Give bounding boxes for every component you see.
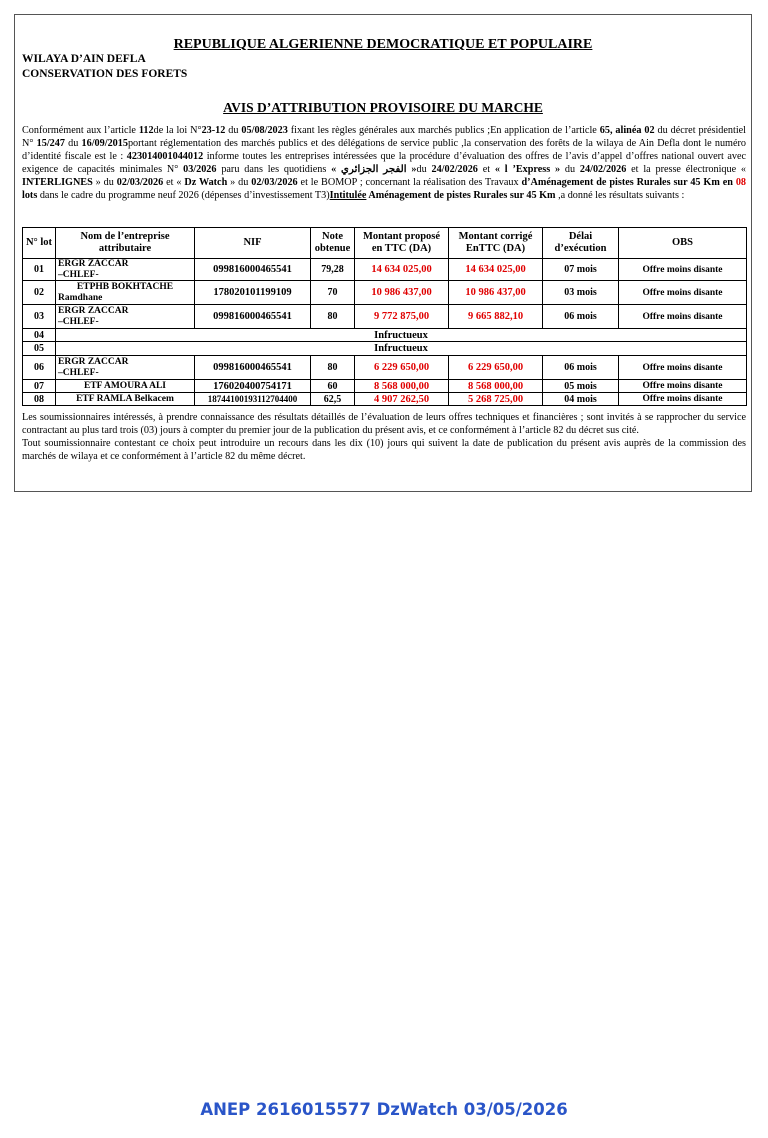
cell-infructueux: Infructueux (56, 342, 747, 356)
cell-name: ERGR ZACCAR –CHLEF- (56, 305, 195, 329)
cell-lot: 08 (23, 393, 56, 406)
conservation-header: CONSERVATION DES FORETS (22, 68, 188, 80)
notice-title: AVIS D’ATTRIBUTION PROVISOIRE DU MARCHE (223, 100, 543, 115)
cell-nif: 176020400754171 (195, 380, 311, 393)
cell-note: 70 (311, 281, 355, 305)
cell-delai: 07 mois (543, 259, 619, 281)
cell-montant-corrige: 6 229 650,00 (449, 356, 543, 380)
cell-lot: 04 (23, 329, 56, 342)
publication-reference: ANEP 2616015577 DzWatch 03/05/2026 (200, 1100, 568, 1119)
country-header: REPUBLIQUE ALGERIENNE DEMOCRATIQUE ET POPULAIRE (173, 37, 593, 52)
cell-lot: 03 (23, 305, 56, 329)
header-nif: NIF (195, 228, 311, 259)
cell-infructueux: Infructueux (56, 329, 747, 342)
intro-paragraph: Conformément aux l’article 112de la loi N°23-12 du 05/08/2023 fixant les règles générales aux marchés publics ;En application de l’article 65, alinéa 02 du décret présidentiel N° 15/247 du 16/09/2015portant réglementation des marchés publics et des délégations de service public ,la conservation des forêts de la wilaya de Ain Defla dont le numéro d’identité fiscale est le : 423014001044012 informe toutes les entreprises intéressées que la procédure d’évaluation des offres de l’avis d’appel d’offres national ouvert avec exigence de capacités minimales N° 03/2026 paru dans les quotidiens « الفجر الجزائري »du 24/02/2026 et « l ’Express » du 24/02/2026 et la presse électronique « INTERLIGNES » du 02/03/2026 et « Dz Watch » du 02/03/2026 et le BOMOP ; concernant la réalisation des Travaux d’Aménagement de pistes Rurales sur 45 Km en 08 lots dans le cadre du programme neuf 2026 (dépenses d’investissement T3)Intitulée Aménagement de pistes Rurales sur 45 Km ,a donné les résultats suivants : (22, 125, 747, 201)
cell-montant-propose: 6 229 650,00 (355, 356, 449, 380)
cell-montant-corrige: 14 634 025,00 (449, 259, 543, 281)
cell-obs: Offre moins disante (619, 281, 747, 305)
table-row (23, 342, 747, 356)
cell-lot: 07 (23, 380, 56, 393)
cell-note: 80 (311, 305, 355, 329)
table-row (23, 259, 747, 281)
cell-montant-propose: 8 568 000,00 (355, 380, 449, 393)
cell-name: ETF RAMLA Belkacem (56, 393, 195, 406)
cell-nif: 099816000465541 (195, 305, 311, 329)
cell-obs: Offre moins disante (619, 305, 747, 329)
closing-paragraphs (22, 412, 746, 464)
cell-obs: Offre moins disante (619, 380, 747, 393)
cell-name: ETF AMOURA ALI (56, 380, 195, 393)
table-header-row (23, 228, 747, 259)
notice-frame (14, 14, 752, 492)
cell-name: ETPHB BOKHTACHE Ramdhane (56, 281, 195, 305)
cell-delai: 05 mois (543, 380, 619, 393)
cell-delai: 06 mois (543, 356, 619, 380)
cell-delai: 03 mois (543, 281, 619, 305)
cell-note: 79,28 (311, 259, 355, 281)
closing-paragraph-1: Les soumissionnaires intéressés, à prendre connaissance des résultats détaillés de l’évaluation de leurs offres techniques et financières ; sont invités à se rapprocher du service contractant au plus tard trois (03) jours à compter du premier jour de la publication du présent avis, et ce conformément à l’article 82 du décret sus cité. (22, 412, 746, 436)
header-obs: OBS (619, 228, 747, 259)
cell-note: 80 (311, 356, 355, 380)
cell-nif: 178020101199109 (195, 281, 311, 305)
cell-nif: 099816000465541 (195, 259, 311, 281)
cell-montant-propose: 10 986 437,00 (355, 281, 449, 305)
cell-lot: 05 (23, 342, 56, 356)
table-row (23, 329, 747, 342)
table-row (23, 380, 747, 393)
cell-nif: 18744100193112704400 (195, 393, 311, 406)
cell-obs: Offre moins disante (619, 393, 747, 406)
cell-montant-corrige: 5 268 725,00 (449, 393, 543, 406)
table-row (23, 393, 747, 406)
cell-obs: Offre moins disante (619, 356, 747, 380)
cell-delai: 06 mois (543, 305, 619, 329)
cell-name: ERGR ZACCAR –CHLEF- (56, 356, 195, 380)
cell-montant-corrige: 10 986 437,00 (449, 281, 543, 305)
cell-lot: 02 (23, 281, 56, 305)
header-montant-propose: Montant proposé en TTC (DA) (355, 228, 449, 259)
cell-note: 62,5 (311, 393, 355, 406)
cell-montant-corrige: 9 665 882,10 (449, 305, 543, 329)
cell-note: 60 (311, 380, 355, 393)
cell-montant-propose: 14 634 025,00 (355, 259, 449, 281)
header-note: Note obtenue (311, 228, 355, 259)
results-table (22, 227, 747, 406)
cell-montant-corrige: 8 568 000,00 (449, 380, 543, 393)
header-lot: N° lot (23, 228, 56, 259)
cell-delai: 04 mois (543, 393, 619, 406)
header-delai: Délai d’exécution (543, 228, 619, 259)
table-row (23, 356, 747, 380)
table-row (23, 305, 747, 329)
cell-montant-propose: 9 772 875,00 (355, 305, 449, 329)
cell-obs: Offre moins disante (619, 259, 747, 281)
header-name: Nom de l’entreprise attributaire (56, 228, 195, 259)
table-row (23, 281, 747, 305)
cell-lot: 01 (23, 259, 56, 281)
closing-paragraph-2: Tout soumissionnaire contestant ce choix peut introduire un recours dans les dix (10) jours qui suivent la date de publication du présent avis auprès de la commission des marchés de wilaya et ce conformément à l’article 82 du même décret. (22, 437, 746, 462)
header-montant-corrige: Montant corrigé EnTTC (DA) (449, 228, 543, 259)
cell-nif: 099816000465541 (195, 356, 311, 380)
wilaya-header: WILAYA D’AIN DEFLA (22, 53, 146, 65)
cell-montant-propose: 4 907 262,50 (355, 393, 449, 406)
cell-lot: 06 (23, 356, 56, 380)
cell-name: ERGR ZACCAR –CHLEF- (56, 259, 195, 281)
